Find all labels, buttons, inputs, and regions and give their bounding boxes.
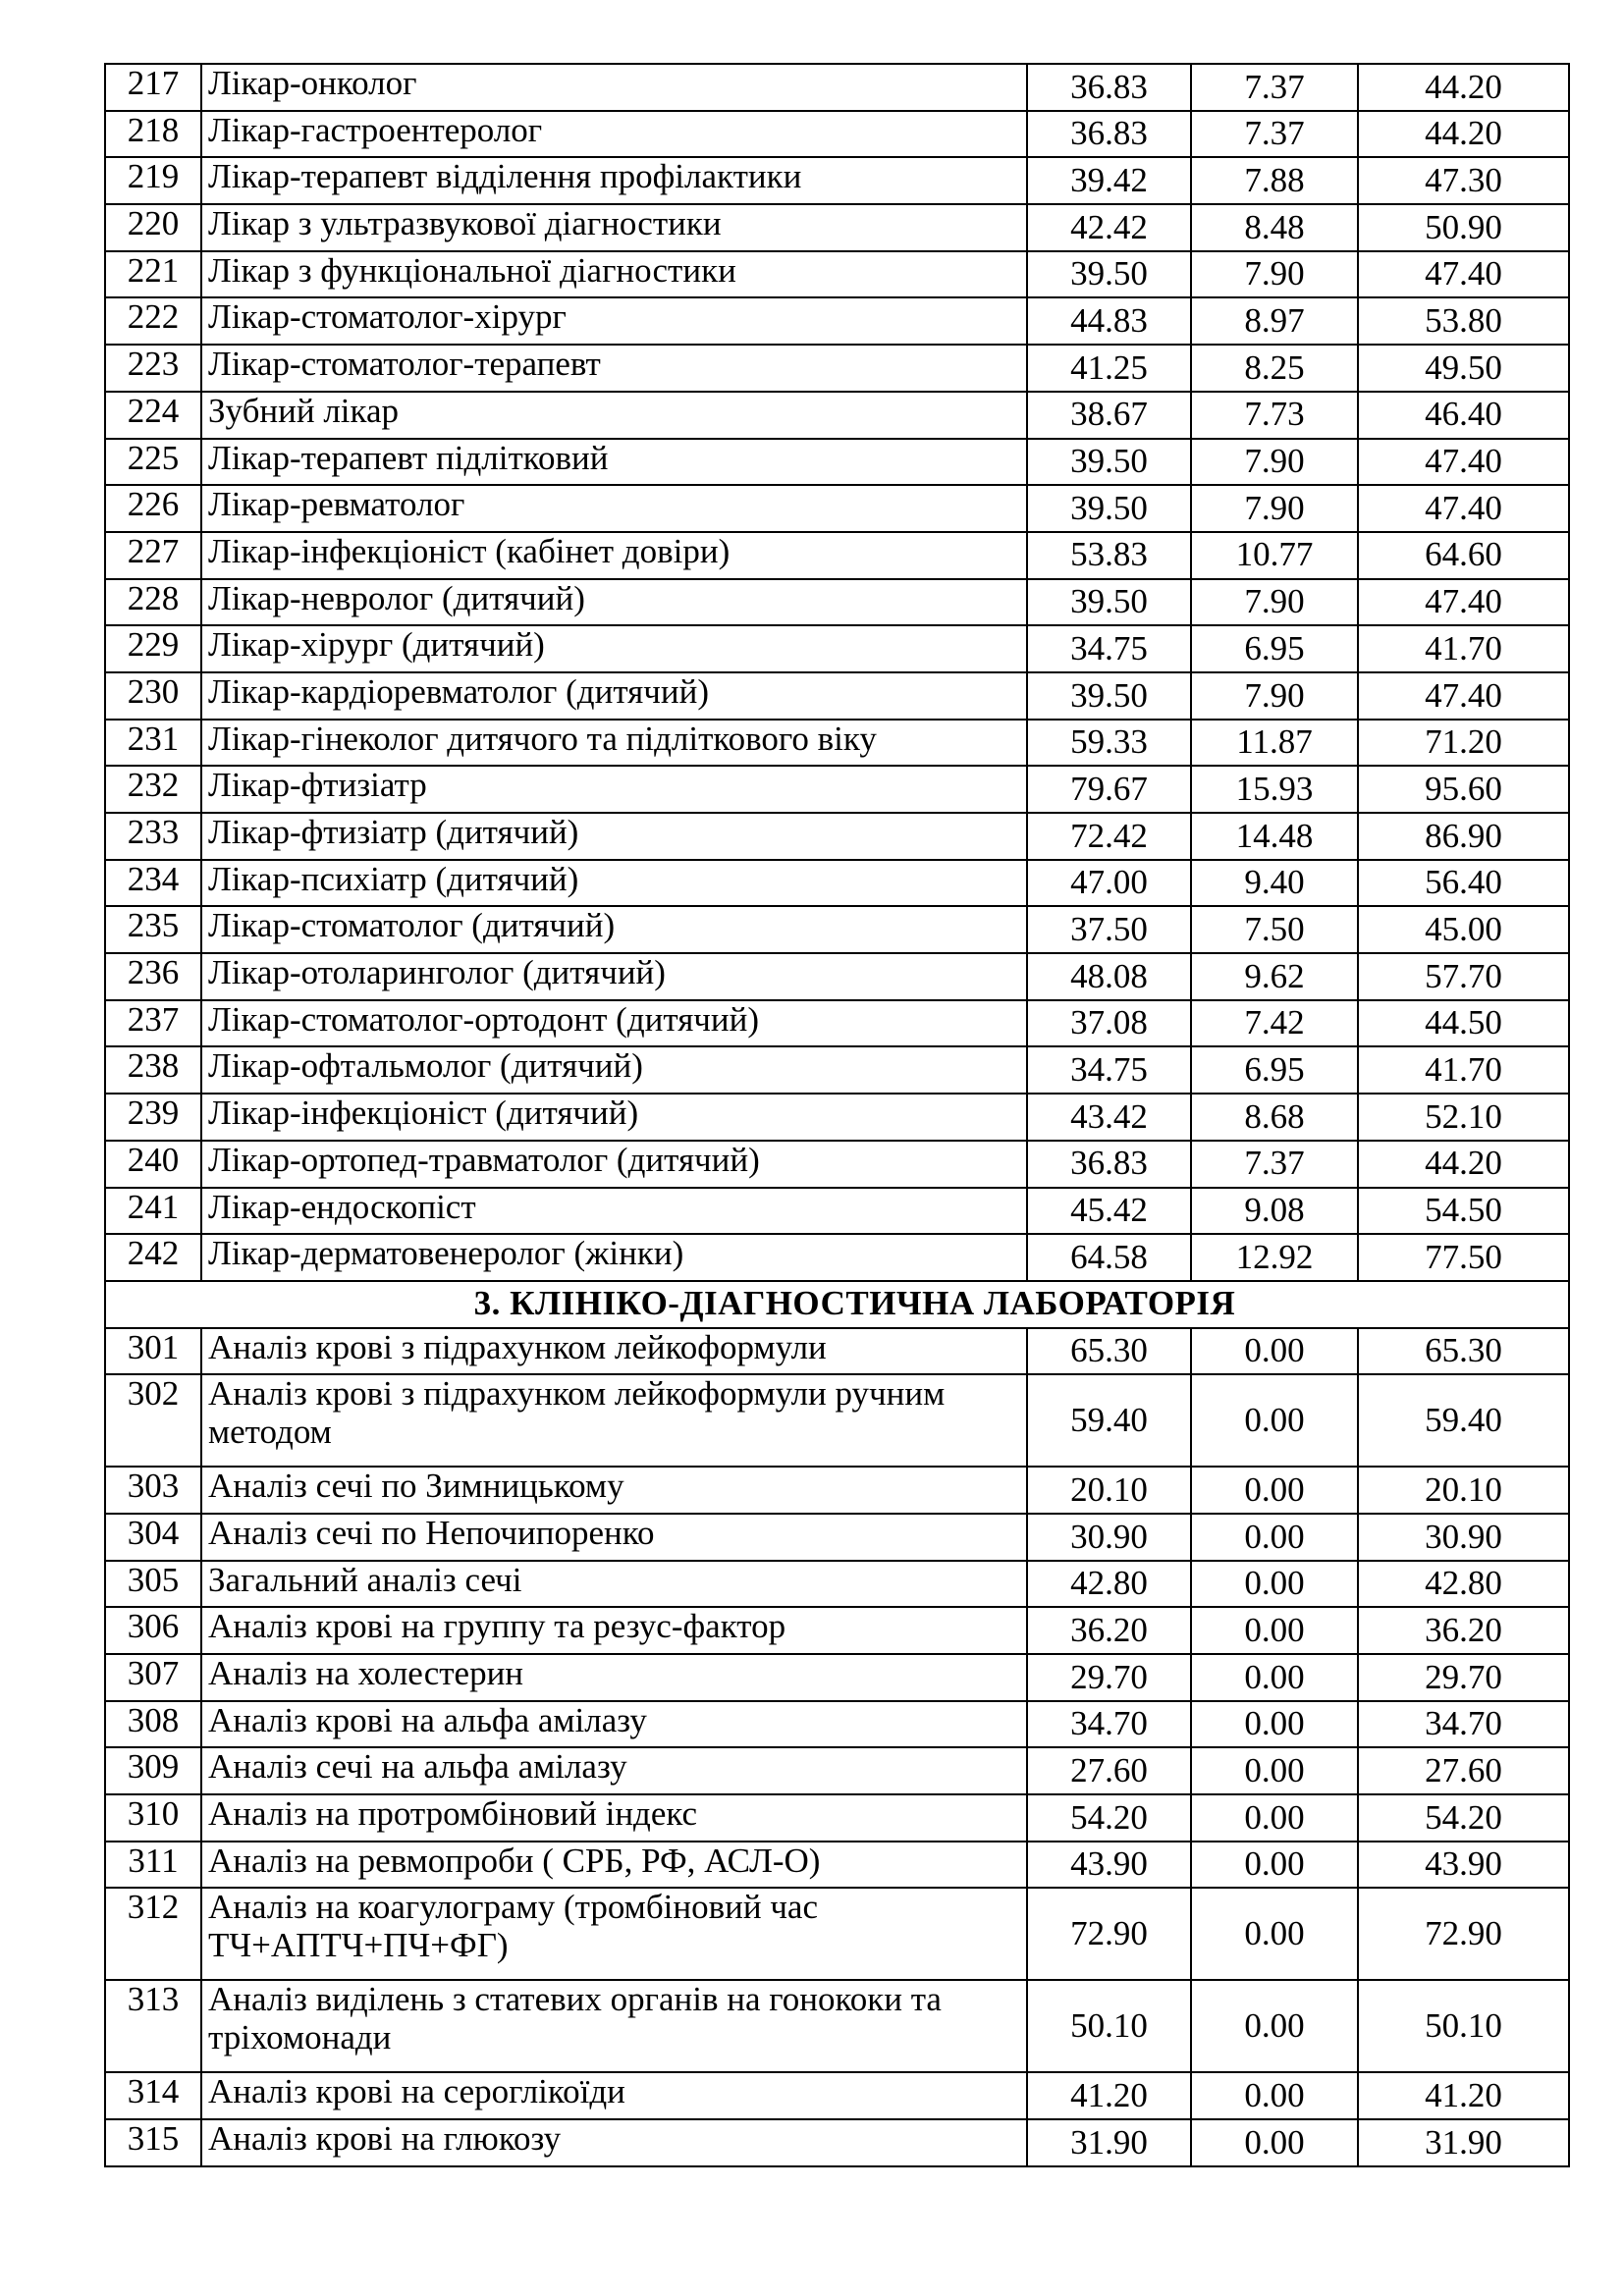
service-name: Лікар-терапевт підлітковий	[201, 439, 1027, 486]
row-number: 230	[105, 672, 201, 720]
row-number: 226	[105, 485, 201, 532]
service-name: Аналіз сечі по Непочипоренко	[201, 1514, 1027, 1561]
row-number: 308	[105, 1701, 201, 1748]
price-table	[104, 63, 1570, 2167]
price-vat: 7.90	[1191, 672, 1358, 720]
price-vat: 7.90	[1191, 579, 1358, 626]
section-header	[105, 1281, 1569, 1328]
table-row	[105, 485, 1569, 532]
price-base: 45.42	[1027, 1188, 1191, 1235]
price-base: 65.30	[1027, 1328, 1191, 1375]
price-vat: 9.62	[1191, 953, 1358, 1000]
row-number: 229	[105, 625, 201, 672]
service-name: Лікар-стоматолог-ортодонт (дитячий)	[201, 1000, 1027, 1047]
price-vat: 0.00	[1191, 1328, 1358, 1375]
service-name: Аналіз на холестерин	[201, 1654, 1027, 1701]
price-vat: 11.87	[1191, 720, 1358, 767]
price-vat: 0.00	[1191, 1654, 1358, 1701]
price-base: 39.50	[1027, 485, 1191, 532]
service-name: Лікар-гастроентеролог	[201, 111, 1027, 158]
price-vat: 14.48	[1191, 813, 1358, 860]
price-base: 43.42	[1027, 1094, 1191, 1141]
price-total: 47.40	[1358, 439, 1569, 486]
price-base: 39.50	[1027, 579, 1191, 626]
price-total: 54.50	[1358, 1188, 1569, 1235]
price-total: 36.20	[1358, 1607, 1569, 1654]
table-row	[105, 1046, 1569, 1094]
service-name: Аналіз на ревмопроби ( СРБ, РФ, АСЛ-О)	[201, 1842, 1027, 1889]
row-number: 232	[105, 766, 201, 813]
price-base: 48.08	[1027, 953, 1191, 1000]
price-total: 56.40	[1358, 860, 1569, 907]
price-total: 44.20	[1358, 111, 1569, 158]
price-total: 44.20	[1358, 1141, 1569, 1188]
service-name: Лікар-гінеколог дитячого та підліткового віку	[201, 720, 1027, 767]
table-row	[105, 2072, 1569, 2119]
price-total: 47.40	[1358, 485, 1569, 532]
price-base: 39.50	[1027, 251, 1191, 298]
table-row	[105, 860, 1569, 907]
service-name: Лікар-онколог	[201, 64, 1027, 111]
row-number: 237	[105, 1000, 201, 1047]
table-row	[105, 532, 1569, 579]
price-base: 42.42	[1027, 204, 1191, 251]
service-name: Лікар-стоматолог (дитячий)	[201, 906, 1027, 953]
service-name: Лікар-психіатр (дитячий)	[201, 860, 1027, 907]
table-row	[105, 1654, 1569, 1701]
price-base: 53.83	[1027, 532, 1191, 579]
row-number: 220	[105, 204, 201, 251]
price-vat: 7.90	[1191, 485, 1358, 532]
table-row	[105, 813, 1569, 860]
price-base: 43.90	[1027, 1842, 1191, 1889]
service-name: Аналіз виділень з статевих органів на гонококи та тріхомонади	[201, 1980, 1027, 2072]
price-total: 20.10	[1358, 1467, 1569, 1514]
price-total: 64.60	[1358, 532, 1569, 579]
service-name: Лікар-ревматолог	[201, 485, 1027, 532]
price-total: 47.40	[1358, 672, 1569, 720]
row-number: 311	[105, 1842, 201, 1889]
service-name: Лікар-інфекціоніст (дитячий)	[201, 1094, 1027, 1141]
price-total: 54.20	[1358, 1794, 1569, 1842]
price-total: 43.90	[1358, 1842, 1569, 1889]
price-vat: 7.88	[1191, 157, 1358, 204]
row-number: 315	[105, 2119, 201, 2166]
row-number: 234	[105, 860, 201, 907]
service-name: Аналіз крові на сероглікоїди	[201, 2072, 1027, 2119]
price-total: 52.10	[1358, 1094, 1569, 1141]
row-number: 227	[105, 532, 201, 579]
service-name: Лікар-кардіоревматолог (дитячий)	[201, 672, 1027, 720]
price-vat: 0.00	[1191, 2119, 1358, 2166]
price-base: 72.42	[1027, 813, 1191, 860]
price-base: 79.67	[1027, 766, 1191, 813]
price-total: 45.00	[1358, 906, 1569, 953]
price-total: 34.70	[1358, 1701, 1569, 1748]
price-total: 77.50	[1358, 1234, 1569, 1281]
service-name: Лікар-ортопед-травматолог (дитячий)	[201, 1141, 1027, 1188]
service-name: Лікар-фтизіатр (дитячий)	[201, 813, 1027, 860]
price-total: 95.60	[1358, 766, 1569, 813]
price-vat: 6.95	[1191, 1046, 1358, 1094]
price-total: 47.40	[1358, 579, 1569, 626]
table-row	[105, 251, 1569, 298]
price-base: 72.90	[1027, 1888, 1191, 1980]
table-row	[105, 1747, 1569, 1794]
service-name: Лікар-стоматолог-хірург	[201, 297, 1027, 345]
price-total: 65.30	[1358, 1328, 1569, 1375]
service-name: Лікар-офтальмолог (дитячий)	[201, 1046, 1027, 1094]
price-vat: 0.00	[1191, 1467, 1358, 1514]
price-base: 41.25	[1027, 345, 1191, 392]
table-row	[105, 1141, 1569, 1188]
price-total: 72.90	[1358, 1888, 1569, 1980]
price-vat: 0.00	[1191, 1980, 1358, 2072]
price-vat: 15.93	[1191, 766, 1358, 813]
row-number: 235	[105, 906, 201, 953]
price-total: 30.90	[1358, 1514, 1569, 1561]
service-name: Аналіз крові з підрахунком лейкоформули ручним методом	[201, 1374, 1027, 1467]
row-number: 236	[105, 953, 201, 1000]
table-row	[105, 1607, 1569, 1654]
price-vat: 8.48	[1191, 204, 1358, 251]
service-name: Аналіз крові на альфа амілазу	[201, 1701, 1027, 1748]
price-base: 34.75	[1027, 625, 1191, 672]
row-number: 305	[105, 1561, 201, 1608]
table-row	[105, 1701, 1569, 1748]
service-name: Лікар-фтизіатр	[201, 766, 1027, 813]
price-vat: 7.90	[1191, 439, 1358, 486]
price-total: 53.80	[1358, 297, 1569, 345]
service-name: Лікар-невролог (дитячий)	[201, 579, 1027, 626]
row-number: 306	[105, 1607, 201, 1654]
price-vat: 0.00	[1191, 1888, 1358, 1980]
price-total: 47.30	[1358, 157, 1569, 204]
row-number: 240	[105, 1141, 201, 1188]
row-number: 314	[105, 2072, 201, 2119]
price-base: 39.50	[1027, 439, 1191, 486]
table-row	[105, 157, 1569, 204]
row-number: 313	[105, 1980, 201, 2072]
price-base: 39.42	[1027, 157, 1191, 204]
row-number: 238	[105, 1046, 201, 1094]
table-row	[105, 64, 1569, 111]
price-vat: 7.42	[1191, 1000, 1358, 1047]
table-row	[105, 579, 1569, 626]
table-row	[105, 1467, 1569, 1514]
price-vat: 9.40	[1191, 860, 1358, 907]
price-vat: 7.50	[1191, 906, 1358, 953]
price-total: 29.70	[1358, 1654, 1569, 1701]
price-vat: 0.00	[1191, 1561, 1358, 1608]
price-vat: 0.00	[1191, 2072, 1358, 2119]
price-base: 37.08	[1027, 1000, 1191, 1047]
row-number: 241	[105, 1188, 201, 1235]
price-total: 27.60	[1358, 1747, 1569, 1794]
service-name: Аналіз на протромбіновий індекс	[201, 1794, 1027, 1842]
price-total: 47.40	[1358, 251, 1569, 298]
row-number: 219	[105, 157, 201, 204]
price-base: 31.90	[1027, 2119, 1191, 2166]
price-base: 37.50	[1027, 906, 1191, 953]
doctor-services-rows	[105, 64, 1569, 1281]
price-vat: 10.77	[1191, 532, 1358, 579]
row-number: 217	[105, 64, 201, 111]
price-base: 44.83	[1027, 297, 1191, 345]
price-vat: 0.00	[1191, 1747, 1358, 1794]
price-total: 71.20	[1358, 720, 1569, 767]
table-row	[105, 1188, 1569, 1235]
row-number: 307	[105, 1654, 201, 1701]
table-row	[105, 672, 1569, 720]
price-base: 54.20	[1027, 1794, 1191, 1842]
price-total: 46.40	[1358, 392, 1569, 439]
service-name: Лікар з ультразвукової діагностики	[201, 204, 1027, 251]
row-number: 303	[105, 1467, 201, 1514]
row-number: 304	[105, 1514, 201, 1561]
row-number: 233	[105, 813, 201, 860]
table-row	[105, 625, 1569, 672]
row-number: 218	[105, 111, 201, 158]
row-number: 231	[105, 720, 201, 767]
price-vat: 7.37	[1191, 64, 1358, 111]
price-total: 44.20	[1358, 64, 1569, 111]
service-name: Зубний лікар	[201, 392, 1027, 439]
price-vat: 8.25	[1191, 345, 1358, 392]
price-total: 57.70	[1358, 953, 1569, 1000]
price-vat: 0.00	[1191, 1794, 1358, 1842]
row-number: 309	[105, 1747, 201, 1794]
price-base: 34.75	[1027, 1046, 1191, 1094]
lab-services-rows	[105, 1328, 1569, 2166]
table-row	[105, 1980, 1569, 2072]
table-row	[105, 1234, 1569, 1281]
service-name: Лікар-ендоскопіст	[201, 1188, 1027, 1235]
row-number: 221	[105, 251, 201, 298]
section-title: 3. КЛІНІКО-ДІАГНОСТИЧНА ЛАБОРАТОРІЯ	[105, 1281, 1569, 1328]
table-row	[105, 1842, 1569, 1889]
table-row	[105, 204, 1569, 251]
price-vat: 0.00	[1191, 1514, 1358, 1561]
price-base: 42.80	[1027, 1561, 1191, 1608]
service-name: Лікар з функціональної діагностики	[201, 251, 1027, 298]
table-row	[105, 906, 1569, 953]
table-row	[105, 439, 1569, 486]
price-base: 30.90	[1027, 1514, 1191, 1561]
price-base: 64.58	[1027, 1234, 1191, 1281]
row-number: 242	[105, 1234, 201, 1281]
price-vat: 7.37	[1191, 111, 1358, 158]
service-name: Лікар-хірург (дитячий)	[201, 625, 1027, 672]
service-name: Аналіз сечі по Зимницькому	[201, 1467, 1027, 1514]
price-vat: 6.95	[1191, 625, 1358, 672]
price-vat: 0.00	[1191, 1701, 1358, 1748]
row-number: 228	[105, 579, 201, 626]
price-total: 86.90	[1358, 813, 1569, 860]
row-number: 302	[105, 1374, 201, 1467]
table-row	[105, 720, 1569, 767]
price-total: 42.80	[1358, 1561, 1569, 1608]
price-total: 49.50	[1358, 345, 1569, 392]
price-base: 36.83	[1027, 64, 1191, 111]
price-base: 20.10	[1027, 1467, 1191, 1514]
price-vat: 8.68	[1191, 1094, 1358, 1141]
price-vat: 0.00	[1191, 1374, 1358, 1467]
price-total: 41.70	[1358, 1046, 1569, 1094]
price-total: 41.20	[1358, 2072, 1569, 2119]
price-base: 36.83	[1027, 111, 1191, 158]
price-vat: 7.37	[1191, 1141, 1358, 1188]
table-row	[105, 1561, 1569, 1608]
service-name: Лікар-стоматолог-терапевт	[201, 345, 1027, 392]
service-name: Лікар-інфекціоніст (кабінет довіри)	[201, 532, 1027, 579]
price-total: 59.40	[1358, 1374, 1569, 1467]
price-vat: 8.97	[1191, 297, 1358, 345]
table-row	[105, 1794, 1569, 1842]
service-name: Аналіз крові на группу та резус-фактор	[201, 1607, 1027, 1654]
row-number: 224	[105, 392, 201, 439]
price-total: 44.50	[1358, 1000, 1569, 1047]
price-vat: 9.08	[1191, 1188, 1358, 1235]
price-total: 41.70	[1358, 625, 1569, 672]
price-base: 50.10	[1027, 1980, 1191, 2072]
row-number: 223	[105, 345, 201, 392]
table-row	[105, 111, 1569, 158]
table-row	[105, 953, 1569, 1000]
price-base: 38.67	[1027, 392, 1191, 439]
price-base: 29.70	[1027, 1654, 1191, 1701]
price-total: 50.90	[1358, 204, 1569, 251]
service-name: Аналіз крові з підрахунком лейкоформули	[201, 1328, 1027, 1375]
row-number: 312	[105, 1888, 201, 1980]
table-row	[105, 1328, 1569, 1375]
table-row	[105, 345, 1569, 392]
price-base: 47.00	[1027, 860, 1191, 907]
price-base: 59.33	[1027, 720, 1191, 767]
row-number: 310	[105, 1794, 201, 1842]
price-vat: 0.00	[1191, 1842, 1358, 1889]
price-vat: 0.00	[1191, 1607, 1358, 1654]
price-base: 36.20	[1027, 1607, 1191, 1654]
price-base: 41.20	[1027, 2072, 1191, 2119]
price-base: 27.60	[1027, 1747, 1191, 1794]
price-vat: 7.90	[1191, 251, 1358, 298]
row-number: 239	[105, 1094, 201, 1141]
service-name: Аналіз крові на глюкозу	[201, 2119, 1027, 2166]
table-row	[105, 1514, 1569, 1561]
price-total: 50.10	[1358, 1980, 1569, 2072]
service-name: Аналіз на коагулограму (тромбіновий час ТЧ+АПТЧ+ПЧ+ФГ)	[201, 1888, 1027, 1980]
service-name: Лікар-терапевт відділення профілактики	[201, 157, 1027, 204]
price-base: 39.50	[1027, 672, 1191, 720]
service-name: Лікар-дерматовенеролог (жінки)	[201, 1234, 1027, 1281]
price-base: 36.83	[1027, 1141, 1191, 1188]
table-row	[105, 2119, 1569, 2166]
table-row	[105, 1888, 1569, 1980]
table-row	[105, 297, 1569, 345]
table-row	[105, 1094, 1569, 1141]
row-number: 225	[105, 439, 201, 486]
table-row	[105, 1374, 1569, 1467]
row-number: 301	[105, 1328, 201, 1375]
price-vat: 7.73	[1191, 392, 1358, 439]
service-name: Аналіз сечі на альфа амілазу	[201, 1747, 1027, 1794]
price-base: 59.40	[1027, 1374, 1191, 1467]
table-row	[105, 1000, 1569, 1047]
service-name: Загальний аналіз сечі	[201, 1561, 1027, 1608]
price-total: 31.90	[1358, 2119, 1569, 2166]
row-number: 222	[105, 297, 201, 345]
price-base: 34.70	[1027, 1701, 1191, 1748]
table-row	[105, 392, 1569, 439]
price-vat: 12.92	[1191, 1234, 1358, 1281]
service-name: Лікар-отоларинголог (дитячий)	[201, 953, 1027, 1000]
table-row	[105, 766, 1569, 813]
